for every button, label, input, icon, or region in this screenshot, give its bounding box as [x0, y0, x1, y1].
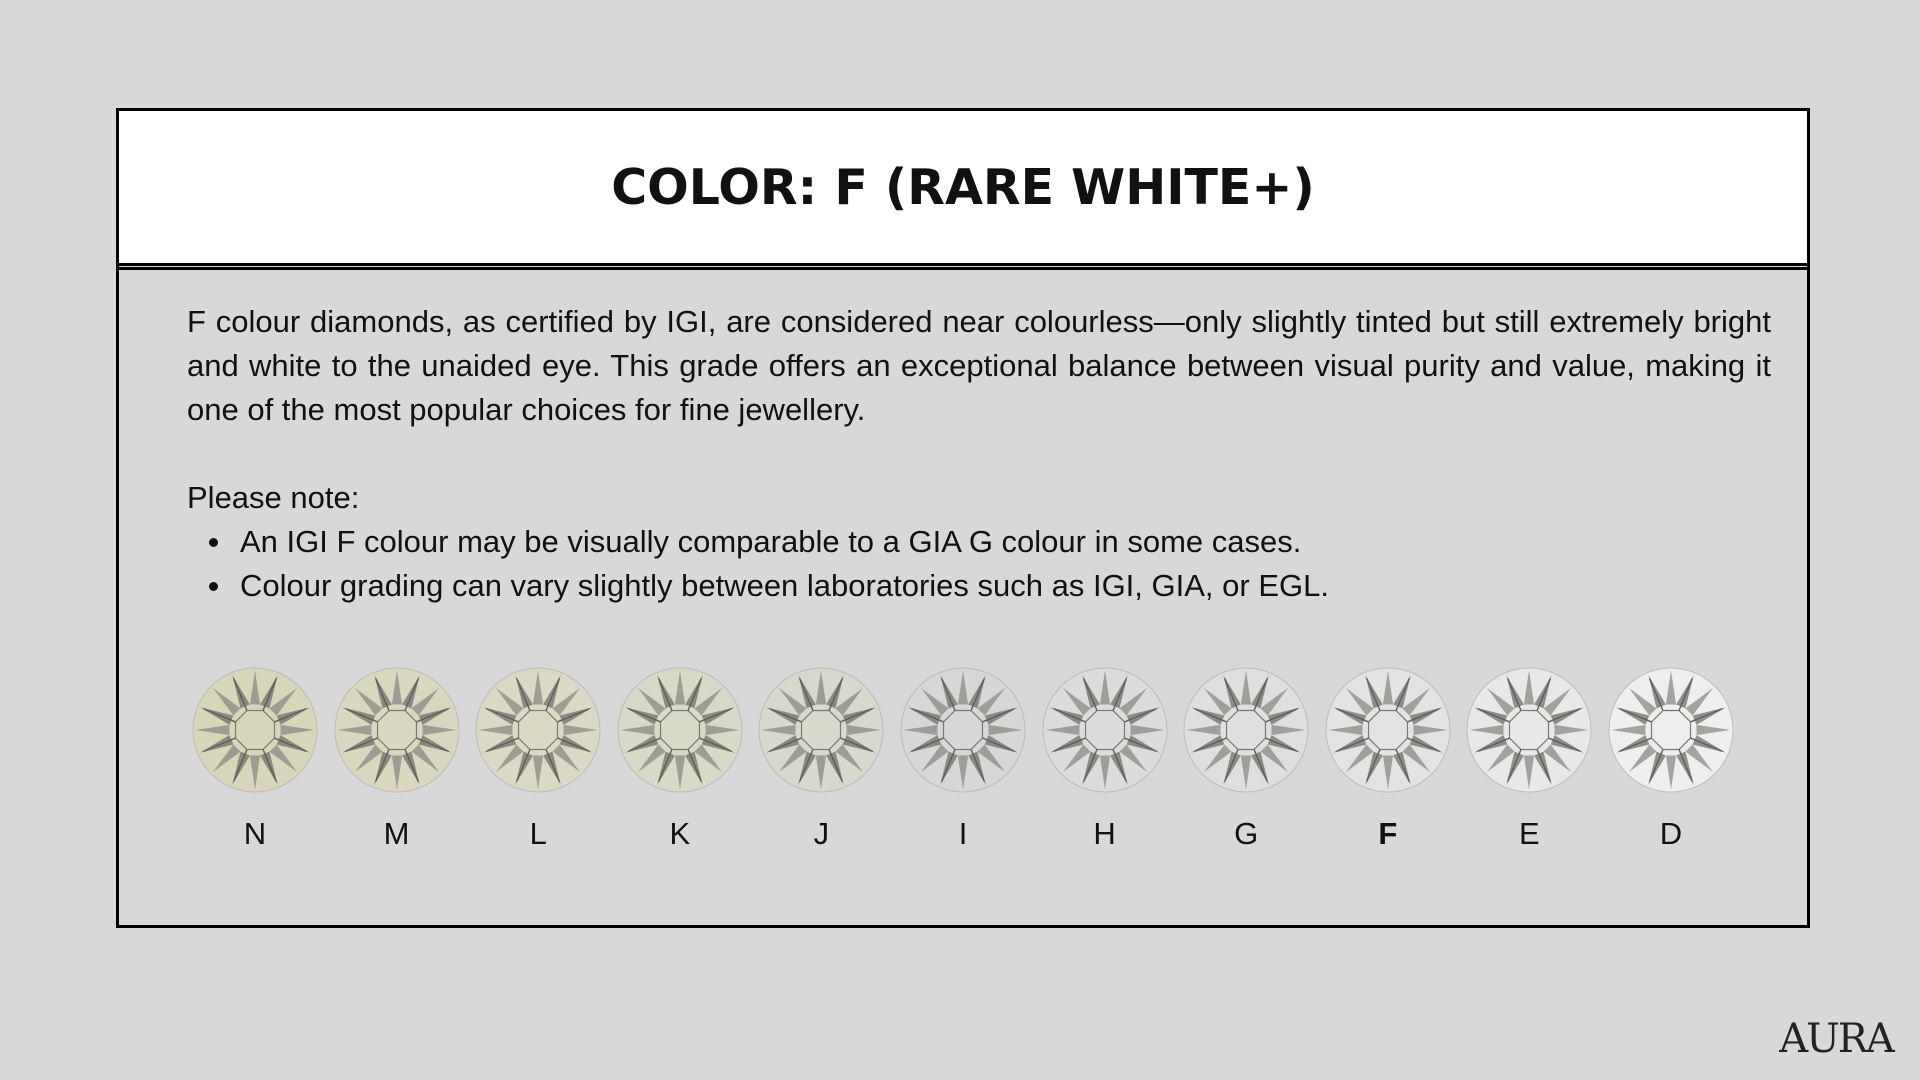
- diamond-icon: [1607, 666, 1735, 794]
- grade-label: L: [529, 816, 547, 851]
- diamond-grade-f: [1322, 666, 1454, 852]
- diamond-grade-h: [1039, 666, 1171, 852]
- grade-label: J: [813, 816, 830, 851]
- grade-label: E: [1519, 816, 1540, 851]
- grade-label: F: [1378, 816, 1398, 851]
- diamond-grade-d: [1605, 666, 1737, 852]
- grade-label: N: [243, 816, 267, 851]
- logo-text: AURA: [1779, 1016, 1893, 1062]
- diamond-icon: [474, 666, 602, 794]
- diamond-icon: [616, 666, 744, 794]
- diamond-icon: [1465, 666, 1593, 794]
- diamond-icon: [899, 666, 1027, 794]
- bullet-icon: [209, 538, 218, 547]
- grade-label: K: [669, 816, 691, 851]
- note-text: Colour grading can vary slightly between laboratories such as IGI, GIA, or EGL.: [240, 568, 1329, 603]
- bullet-icon: [209, 582, 218, 591]
- note-label: Please note:: [187, 480, 360, 515]
- diamond-grade-e: [1463, 666, 1595, 852]
- diamond-icon: [333, 666, 461, 794]
- diamond-grade-n: [189, 666, 321, 852]
- diamond-grade-m: [331, 666, 463, 852]
- diamond-grade-k: [614, 666, 746, 852]
- diamond-icon: [191, 666, 319, 794]
- diamond-icon: [1324, 666, 1452, 794]
- diamond-icon: [757, 666, 885, 794]
- note-text: An IGI F colour may be visually comparable to a GIA G colour in some cases.: [240, 524, 1302, 559]
- card-content: [119, 266, 1807, 608]
- diamond-icon: [1041, 666, 1169, 794]
- grade-label: H: [1093, 816, 1116, 851]
- diamond-icon: [1182, 666, 1310, 794]
- note-list: [187, 520, 1771, 608]
- info-card: [116, 108, 1810, 928]
- grade-label: D: [1659, 816, 1683, 851]
- diamond-grade-j: [755, 666, 887, 852]
- page-title: COLOR: F (RARE WHITE+): [611, 158, 1315, 216]
- grade-label: G: [1234, 816, 1259, 851]
- color-scale: [189, 666, 1749, 866]
- card-header: [119, 111, 1807, 266]
- description-text: F colour diamonds, as certified by IGI, are considered near colourless—only slightly tinted but still extremely bright and white to the unaided eye. This grade offers an exceptional balance between visual purity and value, making it one of the most popular choices for fine jewellery.: [187, 304, 1771, 427]
- brand-logo: [1776, 1010, 1896, 1062]
- grade-label: I: [958, 816, 968, 851]
- diamond-grade-g: [1180, 666, 1312, 852]
- list-item: [209, 564, 1771, 608]
- diamond-grade-i: [897, 666, 1029, 852]
- list-item: [209, 520, 1771, 564]
- grade-label: M: [383, 816, 410, 851]
- diamond-grade-l: [472, 666, 604, 852]
